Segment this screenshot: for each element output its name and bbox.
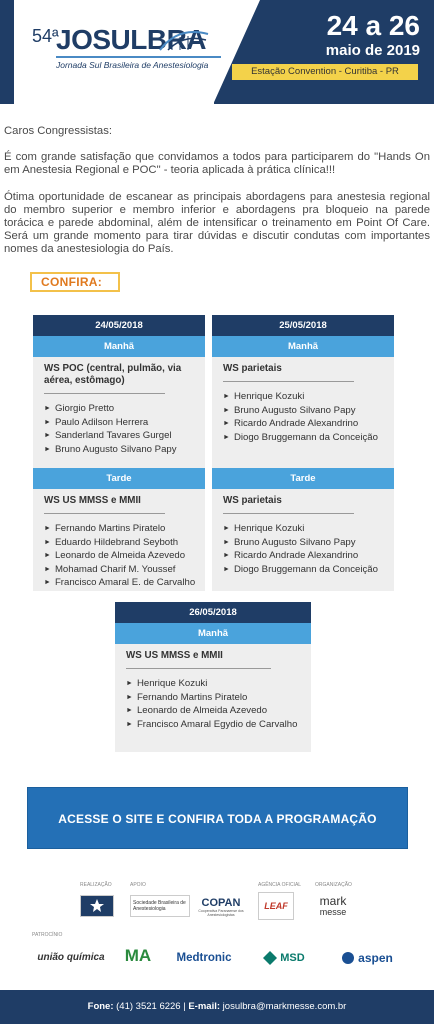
aspen-name: aspen [358, 951, 393, 965]
speaker: ► Giorgio Pretto [44, 402, 195, 416]
event-venue-badge: Estação Convention - Curitiba - PR [232, 64, 418, 80]
leaf-logo [258, 892, 294, 920]
speaker: ► Francisco Amaral Egydio de Carvalho [126, 718, 301, 732]
session-body [115, 644, 311, 737]
workshop-title: WS US MMSS e MMII [44, 495, 141, 506]
email-link[interactable]: josulbra@markmesse.com.br [222, 1001, 347, 1012]
email-label: E-mail: [188, 1001, 221, 1012]
schedule-card-day-1 [33, 315, 205, 591]
logo-underline [56, 56, 221, 58]
intro-paragraph-1: É com grande satisfação que convidamos a todos para participarem do "Hands On em Anestesia Regional e POC" - teoria aplicada à prática clínica!!! [4, 151, 430, 177]
session-body [212, 489, 394, 582]
intro-text [4, 125, 430, 270]
speaker: ► Bruno Augusto Silvano Papy [223, 536, 384, 550]
copan-sub: Cooperativa Paranaense dos Anestesiologistas [198, 909, 244, 917]
speaker: ► Leonardo de Almeida Azevedo [126, 704, 301, 718]
session-body [212, 357, 394, 465]
footer-contact [0, 990, 434, 1024]
card-period-morning: Manhã [115, 623, 311, 644]
speaker: ► Diogo Bruggemann da Conceição [223, 563, 384, 577]
msd-name: MSD [280, 952, 305, 964]
aspen-drop-icon [341, 951, 355, 965]
sba-logo [80, 895, 114, 917]
msd-diamond-icon [263, 951, 277, 965]
speaker: ► Ricardo Andrade Alexandrino [223, 417, 384, 431]
speaker: ► Fernando Martins Piratelo [44, 522, 195, 536]
schedule-card-day-2 [212, 315, 394, 591]
speaker: ► Henrique Kozuki [223, 522, 384, 536]
session-body [33, 489, 205, 596]
card-date: 24/05/2018 [33, 315, 205, 336]
sba-apoio-logo [130, 895, 190, 917]
card-period-morning: Manhã [33, 336, 205, 357]
access-site-button[interactable]: ACESSE O SITE E CONFIRA TODA A PROGRAMAÇÃO [27, 787, 408, 849]
logo-name: JOSULBRA [56, 24, 207, 55]
speaker: ► Bruno Augusto Silvano Papy [44, 443, 195, 457]
aspen-logo [334, 946, 400, 970]
phone-number[interactable]: (41) 3521 6226 [116, 1001, 181, 1012]
greeting: Caros Congressistas: [4, 125, 112, 137]
medtronic-name: Medtronic [176, 952, 232, 964]
divider [44, 513, 165, 514]
event-month-year: maio de 2019 [325, 42, 420, 59]
logo-arch-icon [158, 26, 210, 52]
card-period-morning: Manhã [212, 336, 394, 357]
speaker: ► Diogo Bruggemann da Conceição [223, 431, 384, 445]
workshop-title: WS parietais [223, 363, 282, 374]
mark-name: mark [319, 894, 347, 908]
uniao-quimica-logo [36, 944, 106, 970]
speaker: ► Sanderland Tavares Gurgel [44, 429, 195, 443]
header-left-bar [0, 0, 14, 104]
phone-label: Fone: [87, 1001, 114, 1012]
header-banner [0, 0, 434, 104]
speaker: ► Fernando Martins Piratelo [126, 691, 301, 705]
event-date-range: 24 a 26 [326, 10, 420, 41]
speaker: ► Bruno Augusto Silvano Papy [223, 404, 384, 418]
workshop-title: WS US MMSS e MMII [126, 650, 223, 661]
copan-name: COPAN [201, 897, 241, 909]
ma-logo [118, 942, 158, 970]
session-body [33, 357, 205, 465]
speaker: ► Mohamad Charif M. Youssef [44, 563, 195, 577]
leaf-name: LEAF [264, 901, 288, 911]
logo-edition-number: 54ª [32, 26, 59, 46]
divider [223, 381, 354, 382]
messe-name: messe [319, 907, 347, 917]
label-realizacao: REALIZAÇÃO [80, 882, 112, 888]
josulbra-logo [26, 20, 216, 76]
label-patrocinio: PATROCÍNIO [32, 932, 63, 938]
copan-logo [196, 894, 246, 920]
speaker: ► Eduardo Hildebrand Seyboth [44, 536, 195, 550]
star-icon [90, 899, 104, 913]
uniao-name: união química [37, 951, 105, 963]
card-date: 26/05/2018 [115, 602, 311, 623]
confira-label: CONFIRA: [30, 272, 120, 292]
label-agencia: AGÊNCIA OFICIAL [258, 882, 302, 888]
sponsors-section [0, 868, 434, 990]
card-period-afternoon: Tarde [212, 468, 394, 489]
divider [223, 513, 354, 514]
label-apoio: APOIO [130, 882, 146, 888]
speaker: ► Leonardo de Almeida Azevedo [44, 549, 195, 563]
workshop-title: WS parietais [223, 495, 282, 506]
divider [126, 668, 271, 669]
speaker: ► Henrique Kozuki [223, 390, 384, 404]
msd-logo [248, 946, 320, 970]
sba-name: Sociedade Brasileira de Anestesiologia [133, 900, 186, 912]
workshop-title: WS POC (central, pulmão, via aérea, estômago) [44, 363, 182, 386]
speaker: ► Paulo Adilson Herrera [44, 416, 195, 430]
intro-paragraph-2: Ótima oportunidade de escanear as principais abordagens para anestesia regional do membro superior e membro inferior e abordagens pra bloqueio na parede torácica e parede abdominal, além de intensificar o treinamento em Point Of Care. Será um grande momento para tirar dúvidas e discutir condutas com importantes nomes da anestesiologia do País. [4, 190, 430, 256]
card-period-afternoon: Tarde [33, 468, 205, 489]
schedule-card-day-3 [115, 602, 311, 752]
medtronic-logo [170, 948, 238, 968]
logo-subtitle: Jornada Sul Brasileira de Anestesiologia [56, 60, 209, 70]
ma-name: MA [124, 946, 152, 965]
separator: | [183, 1001, 186, 1012]
card-date: 25/05/2018 [212, 315, 394, 336]
markmesse-logo [312, 892, 354, 920]
divider [44, 393, 165, 394]
speaker: ► Francisco Amaral E. de Carvalho [44, 576, 195, 590]
speaker: ► Ricardo Andrade Alexandrino [223, 549, 384, 563]
speaker: ► Henrique Kozuki [126, 677, 301, 691]
label-organizacao: ORGANIZAÇÃO [315, 882, 352, 888]
